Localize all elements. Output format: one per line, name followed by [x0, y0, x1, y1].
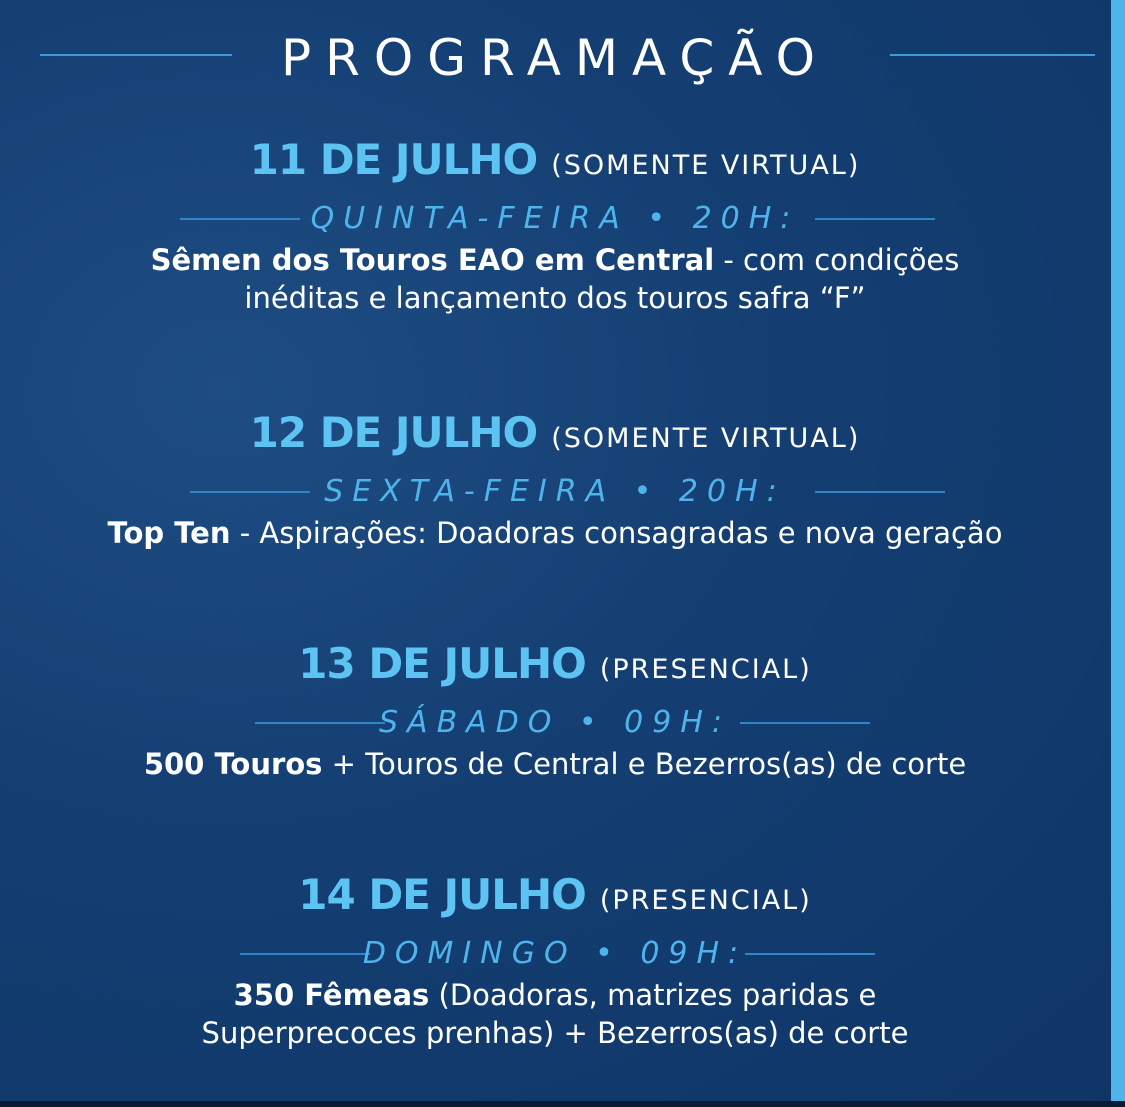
bottom-bar: [0, 1101, 1125, 1107]
event-mode: (PRESENCIAL): [599, 885, 812, 916]
event-description: [0, 976, 1110, 1052]
title-row: [0, 30, 1110, 86]
event-heading: [0, 636, 1110, 701]
event-block-3: [0, 636, 1110, 783]
event-mode: (SOMENTE VIRTUAL): [551, 150, 861, 181]
page-title: PROGRAMAÇÃO: [281, 29, 829, 87]
event-highlight: 350 Fêmeas: [233, 978, 430, 1012]
event-day-time: SÁBADO • 09H:: [379, 705, 731, 740]
event-date: 12 DE JULHO: [249, 408, 538, 457]
event-day-row: [0, 470, 1110, 514]
event-highlight: 500 Touros: [143, 747, 323, 781]
event-day-row: [0, 701, 1110, 745]
event-highlight: Top Ten: [107, 516, 231, 550]
event-description: [0, 745, 1110, 783]
event-day-time: SEXTA-FEIRA • 20H:: [324, 474, 786, 509]
event-heading: [0, 132, 1110, 197]
event-date: 13 DE JULHO: [298, 639, 586, 688]
event-desc-line-1: + Touros de Central e Bezerros(as) de corte: [322, 747, 967, 781]
event-day-row: [0, 932, 1110, 976]
event-desc-line-2: inéditas e lançamento dos touros safra “F”: [244, 281, 866, 315]
right-accent-stripe: [1111, 0, 1125, 1107]
event-desc-line-1: - Aspirações: Doadoras consagradas e nova geração: [230, 516, 1003, 550]
event-description: [0, 514, 1110, 552]
event-day-time: QUINTA-FEIRA • 20H:: [310, 201, 800, 236]
event-block-4: [0, 867, 1110, 1052]
event-block-1: [0, 132, 1110, 317]
event-day-time: DOMINGO • 09H:: [362, 936, 748, 971]
event-heading: [0, 405, 1110, 470]
event-block-2: [0, 405, 1110, 552]
event-highlight: Sêmen dos Touros EAO em Central: [150, 243, 715, 277]
event-date: 14 DE JULHO: [298, 870, 586, 919]
event-desc-line-2: Superprecoces prenhas) + Bezerros(as) de corte: [201, 1016, 909, 1050]
event-day-row: [0, 197, 1110, 241]
event-description: [0, 241, 1110, 317]
event-desc-line-1: - com condições: [714, 243, 960, 277]
event-mode: (SOMENTE VIRTUAL): [551, 423, 861, 454]
event-desc-line-1: (Doadoras, matrizes paridas e: [429, 978, 877, 1012]
event-mode: (PRESENCIAL): [599, 654, 812, 685]
event-heading: [0, 867, 1110, 932]
event-date: 11 DE JULHO: [249, 135, 538, 184]
